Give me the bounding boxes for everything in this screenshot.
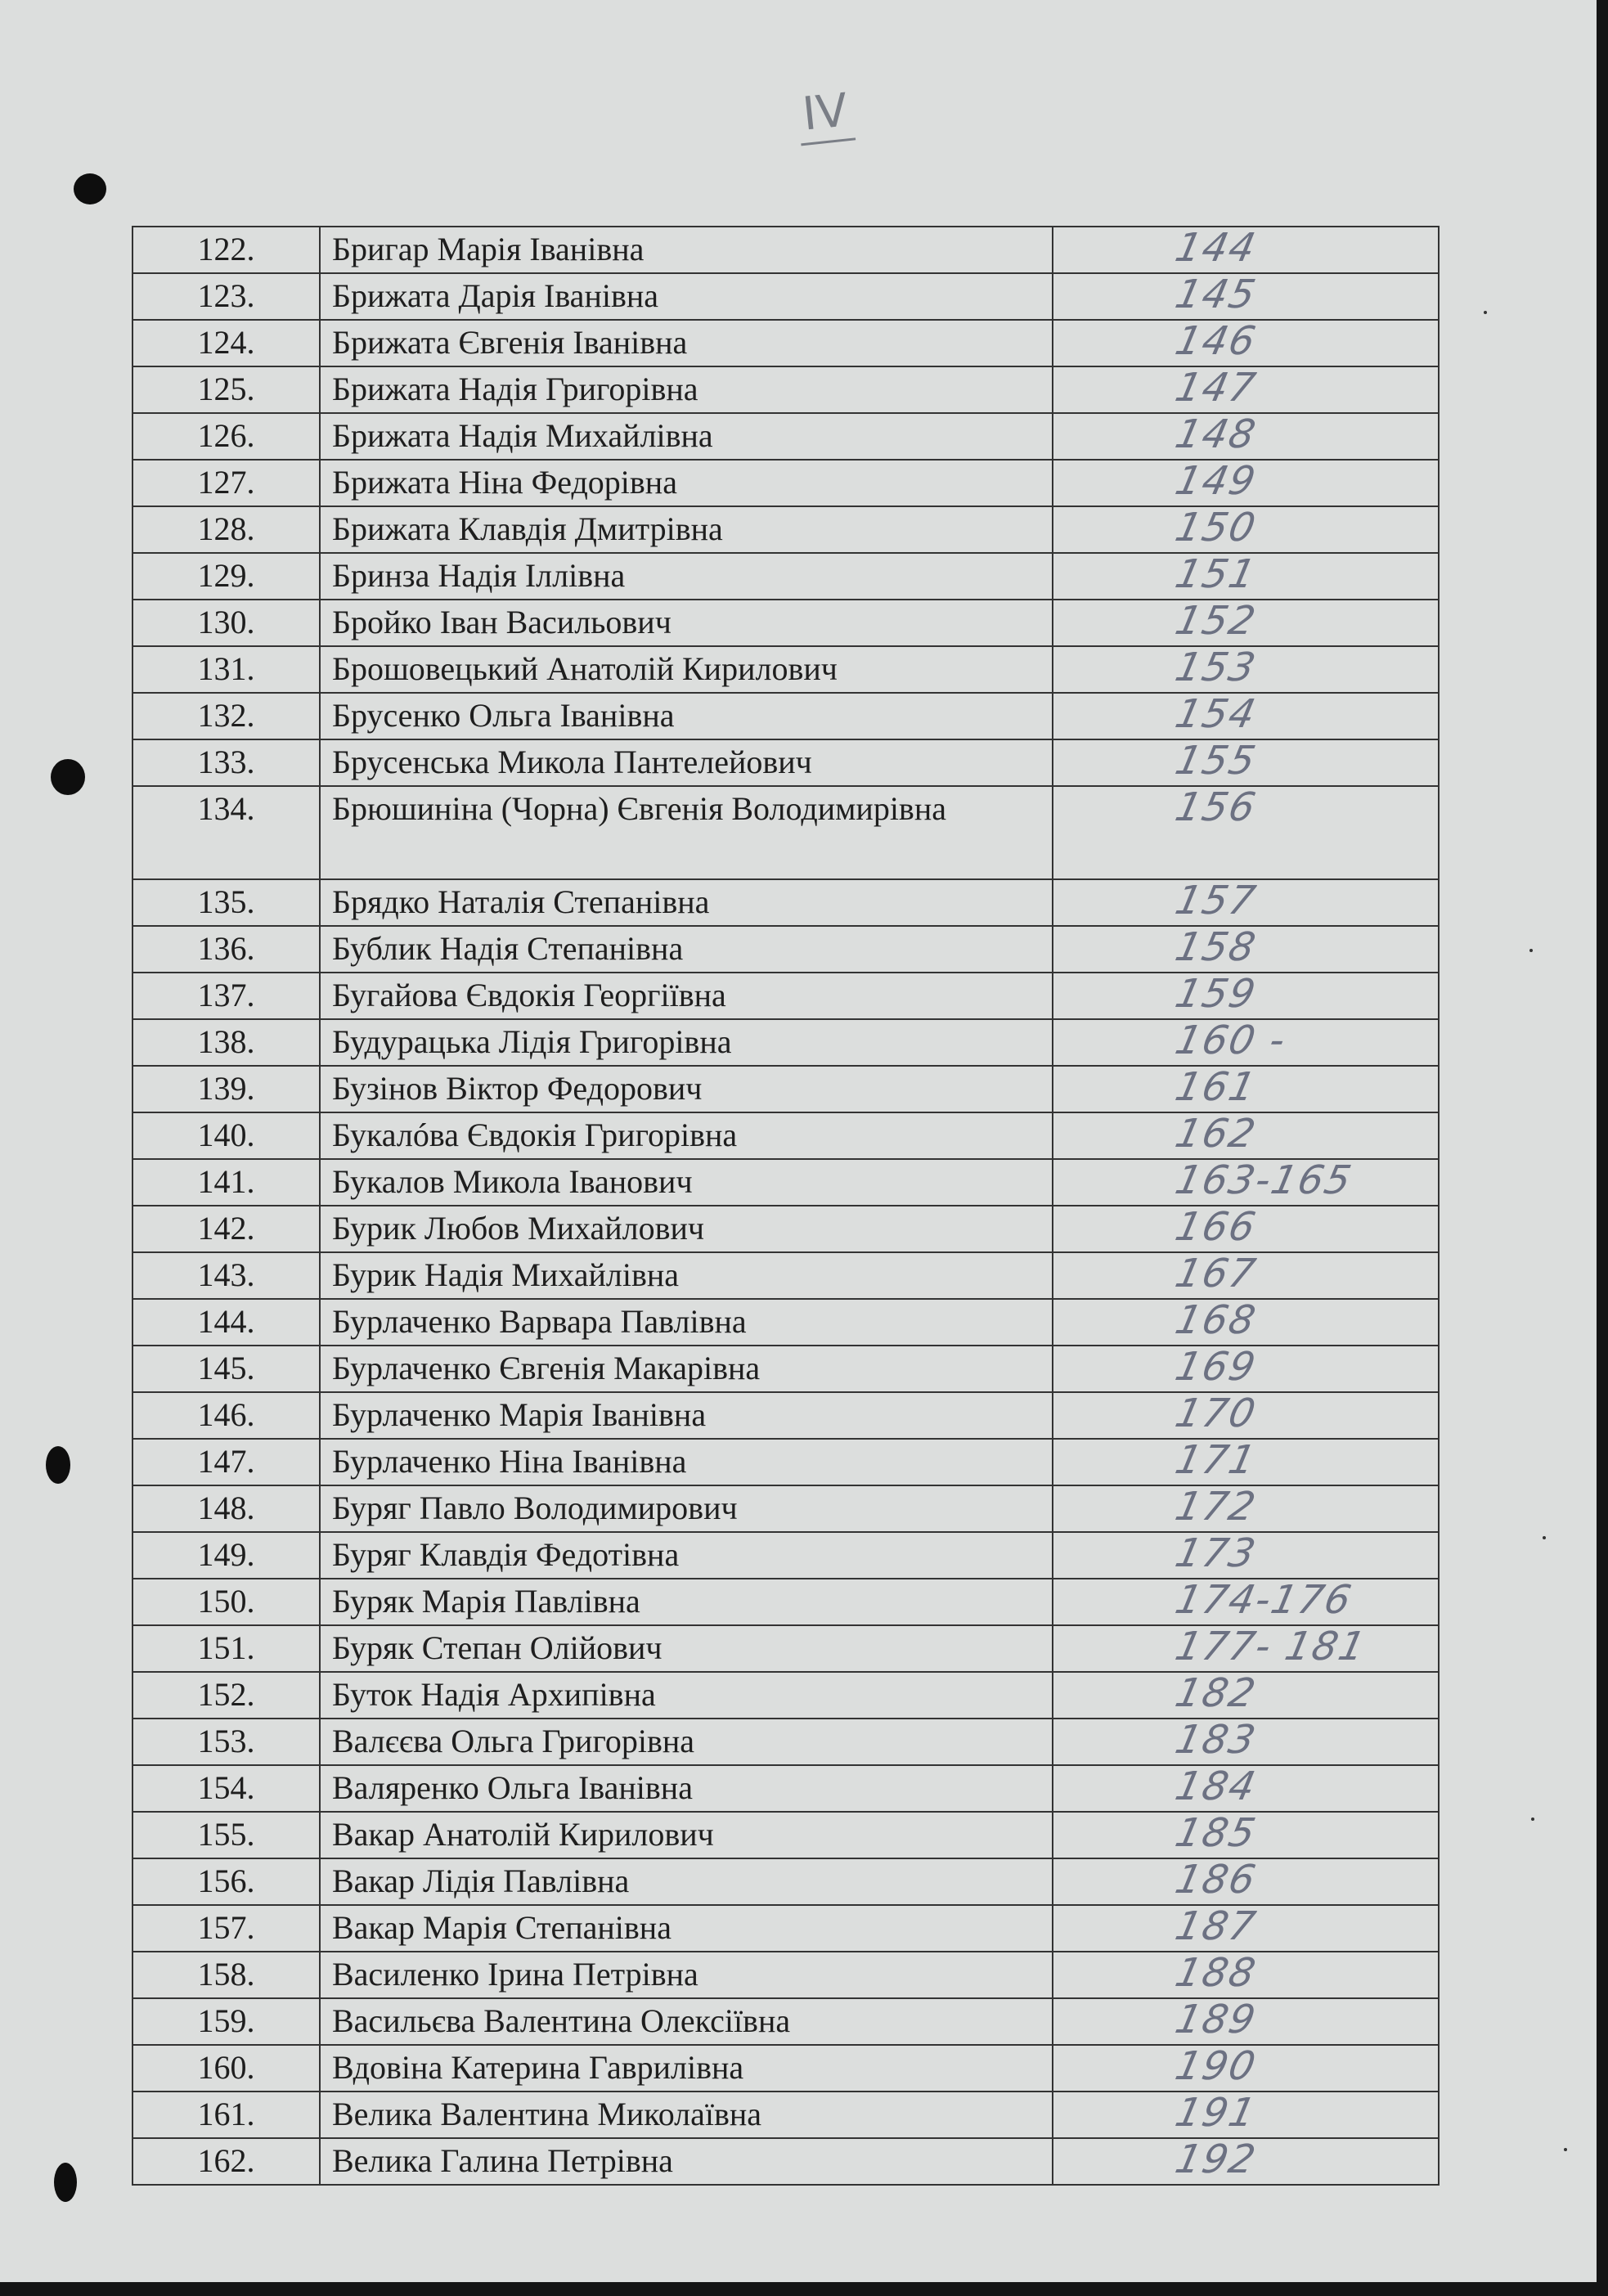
sheet-number-cell <box>1053 1998 1439 2045</box>
person-name: Брошовецький Анатолій Кирилович <box>320 646 1053 693</box>
row-number: 124. <box>133 320 320 366</box>
handwritten-sheet-number: 168 <box>1171 1297 1261 1343</box>
sheet-number-cell <box>1053 926 1439 973</box>
person-name: Бурик Любов Михайлович <box>320 1206 1053 1252</box>
row-number: 129. <box>133 553 320 600</box>
row-number: 150. <box>133 1579 320 1625</box>
scan-border-bottom <box>0 2282 1608 2296</box>
sheet-number-cell <box>1053 879 1439 926</box>
row-number: 149. <box>133 1532 320 1579</box>
handwritten-sheet-number: 160 - <box>1171 1018 1291 1063</box>
sheet-number-cell <box>1053 786 1439 879</box>
handwritten-sheet-number: 146 <box>1171 318 1261 364</box>
table-row <box>133 1812 1439 1858</box>
row-number: 133. <box>133 739 320 786</box>
handwritten-sheet-number: 174-176 <box>1171 1577 1357 1623</box>
table-row <box>133 1858 1439 1905</box>
table-row <box>133 1206 1439 1252</box>
sheet-number-cell <box>1053 460 1439 506</box>
row-number: 142. <box>133 1206 320 1252</box>
sheet-number-cell <box>1053 2092 1439 2138</box>
person-name: Будурацька Лідія Григорівна <box>320 1019 1053 1066</box>
person-name: Буряг Клавдія Федотівна <box>320 1532 1053 1579</box>
sheet-number-cell <box>1053 1252 1439 1299</box>
handwritten-sheet-number: 145 <box>1171 272 1261 317</box>
handwritten-sheet-number: 173 <box>1171 1530 1261 1576</box>
sheet-number-cell <box>1053 366 1439 413</box>
row-number: 137. <box>133 973 320 1019</box>
paper-speck <box>1531 1817 1534 1821</box>
table-row <box>133 366 1439 413</box>
person-name: Брусенська Микола Пантелейович <box>320 739 1053 786</box>
table-row <box>133 1066 1439 1112</box>
person-name: Бринза Надія Іллівна <box>320 553 1053 600</box>
person-name: Бугайова Євдокія Георгіївна <box>320 973 1053 1019</box>
table-row <box>133 1112 1439 1159</box>
handwritten-sheet-number: 166 <box>1171 1204 1261 1250</box>
punch-hole-2 <box>51 759 85 795</box>
handwritten-sheet-number: 184 <box>1171 1764 1261 1809</box>
person-name: Бройко Іван Васильович <box>320 600 1053 646</box>
table-row <box>133 600 1439 646</box>
person-name: Валяренко Ольга Іванівна <box>320 1765 1053 1812</box>
table-row <box>133 1998 1439 2045</box>
row-number: 157. <box>133 1905 320 1952</box>
table-row <box>133 1532 1439 1579</box>
sheet-number-cell <box>1053 1625 1439 1672</box>
person-name: Вакар Лідія Павлівна <box>320 1858 1053 1905</box>
person-name: Буряг Павло Володимирович <box>320 1485 1053 1532</box>
row-number: 127. <box>133 460 320 506</box>
table-row <box>133 739 1439 786</box>
sheet-number-cell <box>1053 273 1439 320</box>
table-row <box>133 1159 1439 1206</box>
handwritten-sheet-number: 155 <box>1171 738 1261 784</box>
row-number: 161. <box>133 2092 320 2138</box>
paper-speck <box>1529 949 1533 952</box>
table-row <box>133 1439 1439 1485</box>
sheet-number-cell <box>1053 1019 1439 1066</box>
person-name: Бурлаченко Марія Іванівна <box>320 1392 1053 1439</box>
sheet-number-cell <box>1053 1532 1439 1579</box>
handwritten-sheet-number: 186 <box>1171 1857 1261 1903</box>
paper-speck <box>1564 2148 1567 2151</box>
handwritten-sheet-number: 163-165 <box>1171 1157 1357 1203</box>
paper-speck <box>1543 1536 1546 1539</box>
table-row <box>133 460 1439 506</box>
handwritten-sheet-number: 153 <box>1171 645 1261 690</box>
handwritten-sheet-number: 190 <box>1171 2043 1261 2089</box>
handwritten-sheet-number: 159 <box>1171 971 1261 1017</box>
handwritten-sheet-number: 154 <box>1171 691 1261 737</box>
row-number: 128. <box>133 506 320 553</box>
row-number: 159. <box>133 1998 320 2045</box>
row-number: 145. <box>133 1346 320 1392</box>
row-number: 136. <box>133 926 320 973</box>
person-name: Вакар Анатолій Кирилович <box>320 1812 1053 1858</box>
handwritten-sheet-number: 185 <box>1171 1810 1261 1856</box>
row-number: 141. <box>133 1159 320 1206</box>
sheet-number-cell <box>1053 1066 1439 1112</box>
handwritten-sheet-number: 183 <box>1171 1717 1261 1763</box>
row-number: 126. <box>133 413 320 460</box>
person-name: Брусенко Ольга Іванівна <box>320 693 1053 739</box>
table-row <box>133 1346 1439 1392</box>
scan-border-right <box>1597 0 1608 2296</box>
row-number: 125. <box>133 366 320 413</box>
sheet-number-cell <box>1053 1299 1439 1346</box>
sheet-number-cell <box>1053 1485 1439 1532</box>
row-number: 135. <box>133 879 320 926</box>
table-row <box>133 2138 1439 2185</box>
sheet-number-cell <box>1053 739 1439 786</box>
table-row <box>133 786 1439 879</box>
person-name: Бурлаченко Євгенія Макарівна <box>320 1346 1053 1392</box>
row-number: 156. <box>133 1858 320 1905</box>
sheet-number-cell <box>1053 2045 1439 2092</box>
table-row <box>133 1485 1439 1532</box>
row-number: 160. <box>133 2045 320 2092</box>
handwritten-sheet-number: 148 <box>1171 411 1261 457</box>
person-name: Вдовіна Катерина Гаврилівна <box>320 2045 1053 2092</box>
row-number: 132. <box>133 693 320 739</box>
person-name: Бригар Марія Іванівна <box>320 227 1053 273</box>
handwritten-sheet-number: 150 <box>1171 505 1261 550</box>
table-row <box>133 693 1439 739</box>
person-name: Бурлаченко Варвара Павлівна <box>320 1299 1053 1346</box>
sheet-number-cell <box>1053 227 1439 273</box>
name-register-table <box>132 226 1440 2186</box>
row-number: 154. <box>133 1765 320 1812</box>
handwritten-sheet-number: 151 <box>1171 551 1261 597</box>
row-number: 143. <box>133 1252 320 1299</box>
table-row <box>133 320 1439 366</box>
punch-hole-4 <box>54 2163 77 2202</box>
handwritten-sheet-number: 144 <box>1171 225 1261 271</box>
table-row <box>133 973 1439 1019</box>
handwritten-sheet-number: 189 <box>1171 1997 1261 2042</box>
table-row <box>133 2045 1439 2092</box>
section-mark: IV <box>796 88 856 146</box>
table-row <box>133 879 1439 926</box>
table-row <box>133 1019 1439 1066</box>
row-number: 151. <box>133 1625 320 1672</box>
row-number: 138. <box>133 1019 320 1066</box>
handwritten-sheet-number: 167 <box>1171 1251 1261 1296</box>
sheet-number-cell <box>1053 1719 1439 1765</box>
sheet-number-cell <box>1053 1952 1439 1998</box>
sheet-number-cell <box>1053 1206 1439 1252</box>
person-name: Брюшиніна (Чорна) Євгенія Володимирівна <box>320 786 1053 879</box>
sheet-number-cell <box>1053 1812 1439 1858</box>
sheet-number-cell <box>1053 600 1439 646</box>
person-name: Буряк Марія Павлівна <box>320 1579 1053 1625</box>
row-number: 162. <box>133 2138 320 2185</box>
punch-hole-3 <box>46 1446 70 1484</box>
sheet-number-cell <box>1053 2138 1439 2185</box>
person-name: Брядко Наталія Степанівна <box>320 879 1053 926</box>
row-number: 139. <box>133 1066 320 1112</box>
sheet-number-cell <box>1053 1159 1439 1206</box>
handwritten-sheet-number: 182 <box>1171 1670 1261 1716</box>
sheet-number-cell <box>1053 1765 1439 1812</box>
table-row <box>133 2092 1439 2138</box>
paper-speck <box>1484 311 1487 314</box>
handwritten-sheet-number: 169 <box>1171 1344 1261 1390</box>
table-row <box>133 413 1439 460</box>
person-name: Букалóва Євдокія Григорівна <box>320 1112 1053 1159</box>
row-number: 144. <box>133 1299 320 1346</box>
row-number: 146. <box>133 1392 320 1439</box>
person-name: Бурлаченко Ніна Іванівна <box>320 1439 1053 1485</box>
person-name: Валєєва Ольга Григорівна <box>320 1719 1053 1765</box>
row-number: 134. <box>133 786 320 879</box>
row-number: 152. <box>133 1672 320 1719</box>
handwritten-sheet-number: 147 <box>1171 365 1261 411</box>
table-row <box>133 926 1439 973</box>
table-row <box>133 1579 1439 1625</box>
person-name: Вакар Марія Степанівна <box>320 1905 1053 1952</box>
sheet-number-cell <box>1053 1392 1439 1439</box>
person-name: Брижата Євгенія Іванівна <box>320 320 1053 366</box>
table-row <box>133 1672 1439 1719</box>
table-row <box>133 1905 1439 1952</box>
sheet-number-cell <box>1053 506 1439 553</box>
table-row <box>133 1952 1439 1998</box>
sheet-number-cell <box>1053 693 1439 739</box>
table-row <box>133 646 1439 693</box>
punch-hole-1 <box>74 173 106 204</box>
handwritten-sheet-number: 157 <box>1171 878 1261 923</box>
handwritten-sheet-number: 158 <box>1171 924 1261 970</box>
sheet-number-cell <box>1053 413 1439 460</box>
row-number: 158. <box>133 1952 320 1998</box>
person-name: Брижата Дарія Іванівна <box>320 273 1053 320</box>
person-name: Брижата Надія Михайлівна <box>320 413 1053 460</box>
person-name: Букалов Микола Іванович <box>320 1159 1053 1206</box>
sheet-number-cell <box>1053 1112 1439 1159</box>
person-name: Велика Валентина Миколаївна <box>320 2092 1053 2138</box>
row-number: 153. <box>133 1719 320 1765</box>
handwritten-sheet-number: 172 <box>1171 1484 1261 1530</box>
row-number: 147. <box>133 1439 320 1485</box>
table-row <box>133 227 1439 273</box>
sheet-number-cell <box>1053 320 1439 366</box>
row-number: 123. <box>133 273 320 320</box>
table-row <box>133 553 1439 600</box>
handwritten-sheet-number: 192 <box>1171 2136 1261 2182</box>
table-row <box>133 506 1439 553</box>
handwritten-sheet-number: 171 <box>1171 1437 1261 1483</box>
handwritten-sheet-number: 188 <box>1171 1950 1261 1996</box>
person-name: Васильєва Валентина Олексіївна <box>320 1998 1053 2045</box>
person-name: Брижата Клавдія Дмитрівна <box>320 506 1053 553</box>
row-number: 122. <box>133 227 320 273</box>
person-name: Брижата Ніна Федорівна <box>320 460 1053 506</box>
sheet-number-cell <box>1053 646 1439 693</box>
sheet-number-cell <box>1053 553 1439 600</box>
handwritten-sheet-number: 152 <box>1171 598 1261 644</box>
handwritten-sheet-number: 156 <box>1171 784 1261 830</box>
person-name: Буток Надія Архипівна <box>320 1672 1053 1719</box>
row-number: 148. <box>133 1485 320 1532</box>
handwritten-sheet-number: 187 <box>1171 1903 1261 1949</box>
row-number: 140. <box>133 1112 320 1159</box>
person-name: Буряк Степан Олійович <box>320 1625 1053 1672</box>
handwritten-sheet-number: 162 <box>1171 1111 1261 1157</box>
table-row <box>133 1625 1439 1672</box>
table-row <box>133 1252 1439 1299</box>
handwritten-sheet-number: 161 <box>1171 1064 1261 1110</box>
row-number: 130. <box>133 600 320 646</box>
person-name: Бурик Надія Михайлівна <box>320 1252 1053 1299</box>
sheet-number-cell <box>1053 1346 1439 1392</box>
person-name: Брижата Надія Григорівна <box>320 366 1053 413</box>
handwritten-sheet-number: 177- 181 <box>1171 1624 1371 1669</box>
sheet-number-cell <box>1053 1672 1439 1719</box>
person-name: Бублик Надія Степанівна <box>320 926 1053 973</box>
table-row <box>133 1299 1439 1346</box>
table-row <box>133 1719 1439 1765</box>
row-number: 131. <box>133 646 320 693</box>
person-name: Велика Галина Петрівна <box>320 2138 1053 2185</box>
sheet-number-cell <box>1053 973 1439 1019</box>
table-row <box>133 1765 1439 1812</box>
sheet-number-cell <box>1053 1439 1439 1485</box>
row-number: 155. <box>133 1812 320 1858</box>
handwritten-sheet-number: 149 <box>1171 458 1261 504</box>
sheet-number-cell <box>1053 1579 1439 1625</box>
sheet-number-cell <box>1053 1858 1439 1905</box>
handwritten-sheet-number: 170 <box>1171 1391 1261 1436</box>
table-row <box>133 1392 1439 1439</box>
person-name: Бузінов Віктор Федорович <box>320 1066 1053 1112</box>
handwritten-sheet-number: 191 <box>1171 2090 1261 2136</box>
table-row <box>133 273 1439 320</box>
sheet-number-cell <box>1053 1905 1439 1952</box>
person-name: Василенко Ірина Петрівна <box>320 1952 1053 1998</box>
